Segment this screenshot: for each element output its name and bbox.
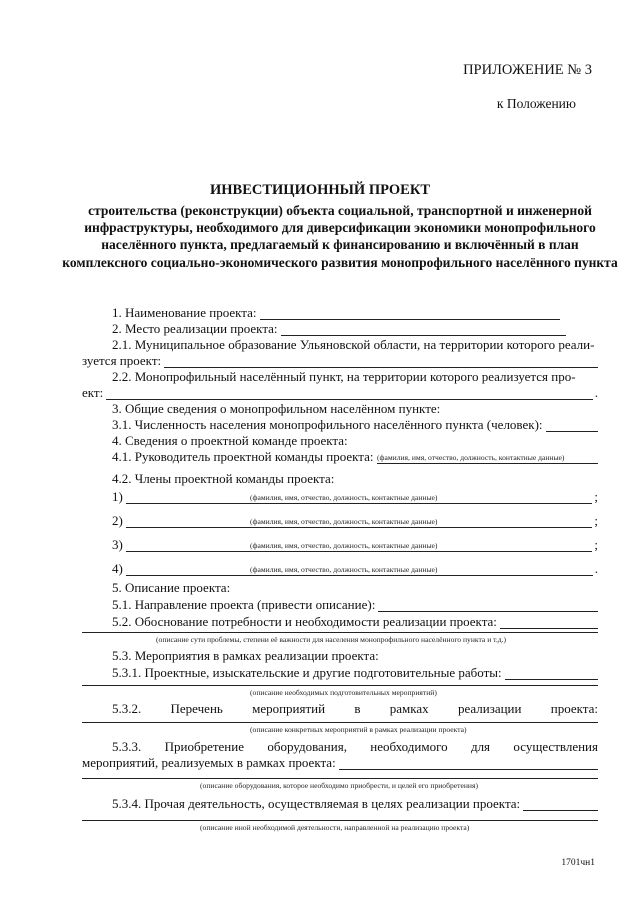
member-number: 3) (112, 537, 123, 552)
equipment-label-cont: мероприятий, реализуемых в рамках проекта: (82, 755, 336, 770)
measures-row (112, 647, 598, 663)
monotown-label-cont: ект: (82, 385, 104, 400)
project-place-label: 2. Место реализации проекта: (112, 321, 278, 336)
member-number: 4) (112, 561, 123, 576)
design-works-caption: (описание необходимых подготовительных мероприятий) (250, 688, 437, 697)
other-field[interactable] (523, 798, 598, 811)
rationale-field[interactable] (500, 616, 598, 629)
equipment-caption: (описание оборудования, которое необходимо приобрести, и целей его приобретения) (200, 781, 478, 790)
monotown-end: . (594, 385, 598, 400)
monotown-label: 2.2. Монопрофильный населённый пункт, на территории которого реализуется про- (112, 369, 576, 384)
member-caption-4: (фамилия, имя, отчество, должность, контактные данные) (250, 565, 438, 574)
member-end: . (594, 561, 598, 576)
project-name-field[interactable] (260, 307, 560, 320)
member-end: ; (594, 537, 598, 552)
list-measures-caption: (описание конкретных мероприятий в рамках реализации проекта) (250, 725, 467, 734)
general-info-heading: 3. Общие сведения о монопрофильном населённом пункте: (112, 401, 441, 416)
rationale-label: 5.2. Обоснование потребности и необходимости реализации проекта: (112, 614, 497, 629)
municipality-field[interactable] (164, 355, 598, 368)
monotown-row-2 (82, 384, 598, 400)
monotown-row (112, 368, 598, 384)
rationale-row (112, 613, 598, 629)
other-field-2[interactable] (82, 820, 598, 821)
measures-heading: 5.3. Мероприятия в рамках реализации проекта: (112, 648, 379, 663)
project-place-row (112, 320, 598, 336)
team-info-row (112, 432, 598, 448)
municipality-label-cont: зуется проект: (82, 353, 162, 368)
design-works-label: 5.3.1. Проектные, изыскательские и другие подготовительные работы: (112, 665, 502, 680)
population-field[interactable] (546, 419, 598, 432)
design-works-row (112, 664, 598, 680)
equipment-field[interactable] (339, 757, 598, 770)
equipment-label: 5.3.3. Приобретение оборудования, необходимого для осуществления (112, 739, 598, 754)
description-heading: 5. Описание проекта: (112, 580, 231, 595)
member-end: ; (594, 489, 598, 504)
member-number: 2) (112, 513, 123, 528)
monotown-field[interactable] (106, 387, 593, 400)
list-measures-row (112, 700, 598, 716)
municipality-row-2 (82, 352, 598, 368)
team-leader-label: 4.1. Руководитель проектной команды проекта: (112, 449, 374, 464)
other-caption: (описание иной необходимой деятельности, направленной на реализацию проекта) (200, 823, 470, 832)
team-leader-caption: (фамилия, имя, отчество, должность, контактные данные) (377, 453, 565, 462)
general-info-row (112, 400, 598, 416)
rationale-field-2[interactable] (82, 632, 598, 633)
team-members-heading: 4.2. Члены проектной команды проекта: (112, 471, 335, 486)
municipality-label: 2.1. Муниципальное образование Ульяновской области, на территории которого реали- (112, 337, 595, 352)
population-label: 3.1. Численность населения монопрофильного населённого пункта (человек): (112, 417, 543, 432)
equipment-field-2[interactable] (82, 778, 598, 779)
list-measures-label: 5.3.2. Перечень мероприятий в рамках реализации проекта: (112, 701, 598, 716)
project-place-field[interactable] (281, 323, 566, 336)
direction-label: 5.1. Направление проекта (привести описание): (112, 597, 376, 612)
design-works-field-2[interactable] (82, 685, 598, 686)
list-measures-field[interactable] (82, 722, 598, 723)
equipment-row-2 (82, 754, 598, 770)
regulation-reference: к Положению (496, 96, 576, 111)
document-stamp: 1701чн1 (561, 858, 595, 868)
design-works-field[interactable] (505, 667, 598, 680)
project-name-row (112, 304, 598, 320)
appendix-number: ПРИЛОЖЕНИЕ № 3 (463, 62, 592, 78)
member-caption-1: (фамилия, имя, отчество, должность, контактные данные) (250, 493, 438, 502)
municipality-row (112, 336, 598, 352)
population-row (112, 416, 598, 432)
member-caption-3: (фамилия, имя, отчество, должность, контактные данные) (250, 541, 438, 550)
team-info-heading: 4. Сведения о проектной команде проекта: (112, 433, 348, 448)
equipment-row (112, 738, 598, 754)
direction-row (112, 596, 598, 612)
document-subtitle: строительства (реконструкции) объекта социальной, транспортной и инженерной инфраструктуры, необходимого для диверсификации экономики монопрофильного населённого пункта, предлагаемый к финансированию и включённый в план комплексного социально-экономического развития монопрофильного населённого пункта (62, 203, 618, 270)
other-row (112, 795, 598, 811)
description-row (112, 579, 598, 595)
document-title: ИНВЕСТИЦИОННЫЙ ПРОЕКТ (209, 182, 431, 198)
member-number: 1) (112, 489, 123, 504)
direction-field[interactable] (378, 599, 598, 612)
member-caption-2: (фамилия, имя, отчество, должность, контактные данные) (250, 517, 438, 526)
other-label: 5.3.4. Прочая деятельность, осуществляемая в целях реализации проекта: (112, 796, 521, 811)
project-name-label: 1. Наименование проекта: (112, 305, 257, 320)
team-members-row (112, 470, 598, 486)
member-end: ; (594, 513, 598, 528)
rationale-caption: (описание сути проблемы, степени её важности для населения монопрофильного населённого пункта и т.д.) (156, 635, 507, 644)
